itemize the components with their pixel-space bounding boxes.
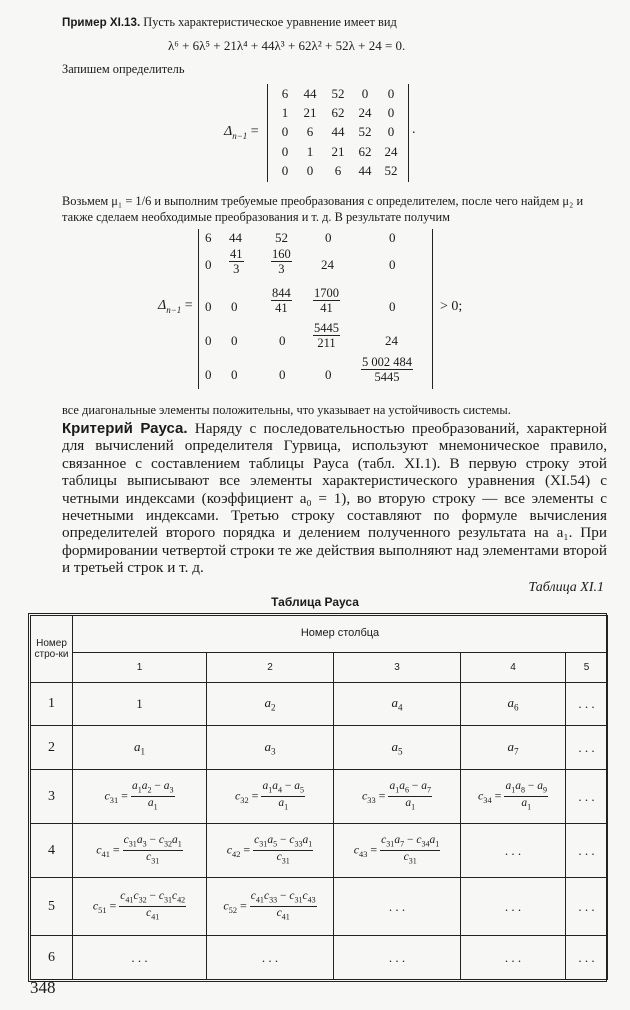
- column-number: 1: [73, 652, 207, 682]
- det2-cell: 24: [385, 333, 398, 348]
- routh-criterion-text: Наряду с последовательностью преобразований, характерной для вычислений определителя Гурвица, используют мнемоническое правило, связанное с составлением таблицы Рауса (табл. XI.1). В первую строку этой таблицы выписывают все элементы характеристического уравнения (XI.54) с четными индексами (коэффициент a₀ = 1), во вторую строку — все элементы с нечетными индексами. Третью строку составляют по формуле вычисления определителей второго порядка и делением полученного результата на a₁. При формировании четвертой строки те же действия выполняют над элементами второй и третьей строк и т. д.: [62, 420, 608, 577]
- row-number: 2: [31, 726, 73, 770]
- table-cell: . . .: [566, 936, 608, 980]
- det1-cell: 52: [384, 163, 398, 179]
- table-cell: . . .: [461, 878, 566, 936]
- det1-cell: 44: [303, 85, 317, 101]
- det2-cell: 6: [205, 230, 212, 245]
- row-number-header: Номер стро-ки: [31, 616, 73, 683]
- row-number: 5: [31, 878, 73, 936]
- det2-cell: 0: [325, 230, 332, 245]
- characteristic-equation: λ⁶ + 6λ⁵ + 21λ⁴ + 44λ³ + 62λ² + 52λ + 24 = 0.: [168, 38, 406, 53]
- det1-cell: 6: [334, 163, 342, 179]
- det2-cell: 0: [205, 257, 212, 272]
- det1-cell: 0: [306, 163, 314, 179]
- formula-c32: $c_{32}$ = $\frac{a_1a_4 - a_5}{a_1}$: [207, 770, 334, 824]
- det1-cell: 1: [306, 143, 314, 159]
- formula-c33: $c_{33}$ = $\frac{a_1a_6 - a_7}{a_1}$: [334, 770, 461, 824]
- table-cell: . . .: [566, 770, 608, 824]
- determinant-1: [267, 84, 409, 182]
- table-cell: $a_1$: [73, 726, 207, 770]
- table-cell: . . .: [566, 726, 608, 770]
- det2-cell: 0: [205, 367, 212, 382]
- det1-cell: 6: [281, 85, 289, 101]
- table-title: Таблица Рауса: [271, 595, 359, 609]
- det1-cell: 0: [281, 143, 289, 159]
- det1-cell: 44: [331, 124, 345, 140]
- formula-c41: $c_{41}$ = $\frac{c_{31}a_3 - c_{32}a_1}{c_{31}}$: [73, 824, 207, 878]
- det1-cell: 52: [331, 85, 345, 101]
- table-cell: $a_3$: [207, 726, 334, 770]
- table-cell: $a_2$: [207, 683, 334, 726]
- table-cell: $a_4$: [334, 683, 461, 726]
- det2-cell: 0: [325, 367, 332, 382]
- column-number: 5: [566, 652, 608, 682]
- row-number: 6: [31, 936, 73, 980]
- det2-cell: $\frac{5 002 484}{5445}$: [362, 355, 412, 384]
- det2-cell: 0: [279, 367, 286, 382]
- column-number-header: Номер столбца: [73, 616, 608, 653]
- table-cell: . . .: [207, 936, 334, 980]
- det1-cell: 0: [387, 105, 395, 121]
- determinant-1-grid: [274, 84, 404, 181]
- det2-cell: $\frac{41}{3}$: [230, 247, 243, 276]
- det2-cell: 0: [389, 230, 396, 245]
- det2-cell: 0: [389, 257, 396, 272]
- table-cell: . . .: [566, 683, 608, 726]
- formula-c43: $c_{43}$ = $\frac{c_{31}a_7 - c_{34}a_1}{c_{31}}$: [334, 824, 461, 878]
- formula-c51: $c_{51}$ = $\frac{c_{41}c_{32} - c_{31}c_{42}}{c_{41}}$: [73, 878, 207, 936]
- table-cell: . . .: [461, 824, 566, 878]
- table-cell: . . .: [461, 936, 566, 980]
- det1-label: $\Delta_{n-1}$ =: [224, 124, 259, 141]
- example-sentence: Пусть характеристическое уравнение имеет вид: [143, 15, 397, 29]
- example-header: [62, 14, 607, 31]
- det2-cell: 24: [321, 257, 334, 272]
- det1-cell: 6: [306, 124, 314, 140]
- formula-c42: $c_{42}$ = $\frac{c_{31}a_5 - c_{33}a_1}{c_{31}}$: [207, 824, 334, 878]
- table-cell: . . .: [566, 878, 608, 936]
- column-number: 2: [207, 652, 334, 682]
- row-number: 3: [31, 770, 73, 824]
- formula-c31: $c_{31}$ = $\frac{a_1a_2 - a_3}{a_1}$: [73, 770, 207, 824]
- column-number: 3: [334, 652, 461, 682]
- det1-period: .: [412, 122, 416, 137]
- det2-label: $\Delta_{n-1}$ =: [158, 298, 193, 315]
- routh-table: [30, 615, 608, 980]
- det1-cell: 0: [387, 85, 395, 101]
- det2-positive-sign: > 0;: [440, 299, 463, 314]
- table-cell: $a_7$: [461, 726, 566, 770]
- det2-cell: 0: [231, 367, 238, 382]
- det2-cell: 0: [389, 299, 396, 314]
- det1-cell: 62: [358, 143, 372, 159]
- column-number: 4: [461, 652, 566, 682]
- det2-cell: 52: [275, 230, 288, 245]
- det1-cell: 24: [358, 105, 372, 121]
- det2-cell: $\frac{844}{41}$: [272, 286, 291, 315]
- table-cell: . . .: [73, 936, 207, 980]
- det1-cell: 24: [384, 143, 398, 159]
- routh-criterion-title: Критерий Рауса.: [62, 420, 188, 437]
- det2-cell: 0: [279, 333, 286, 348]
- det1-cell: 44: [358, 163, 372, 179]
- table-caption: Таблица XI.1: [528, 580, 604, 595]
- row-number: 4: [31, 824, 73, 878]
- det2-cell: $\frac{5445}{211}$: [314, 321, 339, 350]
- det1-cell: 1: [281, 105, 289, 121]
- det1-cell: 21: [303, 105, 317, 121]
- table-cell: . . .: [566, 824, 608, 878]
- det1-cell: 0: [281, 163, 289, 179]
- det1-cell: 52: [358, 124, 372, 140]
- det2-cell: 0: [205, 333, 212, 348]
- table-cell: 1: [73, 683, 207, 726]
- table-cell: $a_5$: [334, 726, 461, 770]
- det1-cell: 21: [331, 143, 345, 159]
- table-cell: . . .: [334, 878, 461, 936]
- routh-criterion-paragraph: [62, 420, 607, 577]
- det1-cell: 0: [387, 124, 395, 140]
- det2-cell: $\frac{160}{3}$: [272, 247, 291, 276]
- det1-cell: 0: [281, 124, 289, 140]
- det1-cell: 62: [331, 105, 345, 121]
- det2-cell: 44: [229, 230, 242, 245]
- table-cell: . . .: [334, 936, 461, 980]
- determinant-2: [198, 229, 433, 389]
- formula-c34: $c_{34}$ = $\frac{a_1a_8 - a_9}{a_1}$: [461, 770, 566, 824]
- stability-conclusion: все диагональные элементы положительны, что указывает на устойчивость системы.: [62, 403, 511, 417]
- determinant-intro: Запишем определитель: [62, 62, 185, 76]
- page-number: 348: [30, 978, 56, 997]
- det2-cell: 0: [205, 299, 212, 314]
- row-number: 1: [31, 683, 73, 726]
- det2-cell: 0: [231, 299, 238, 314]
- example-label: Пример XI.13.: [62, 16, 141, 29]
- det1-cell: 0: [361, 85, 369, 101]
- transformation-paragraph: Возьмем μ₁ = 1/6 и выполним требуемые преобразования с определителем, после чего найдем μ₂ и также сделаем необходимые преобразования и т. д. В результате получим: [62, 194, 584, 224]
- det2-cell: $\frac{1700}{41}$: [314, 286, 339, 315]
- formula-c52: $c_{52}$ = $\frac{c_{41}c_{33} - c_{31}c_{43}}{c_{41}}$: [207, 878, 334, 936]
- table-cell: $a_6$: [461, 683, 566, 726]
- det2-cell: 0: [231, 333, 238, 348]
